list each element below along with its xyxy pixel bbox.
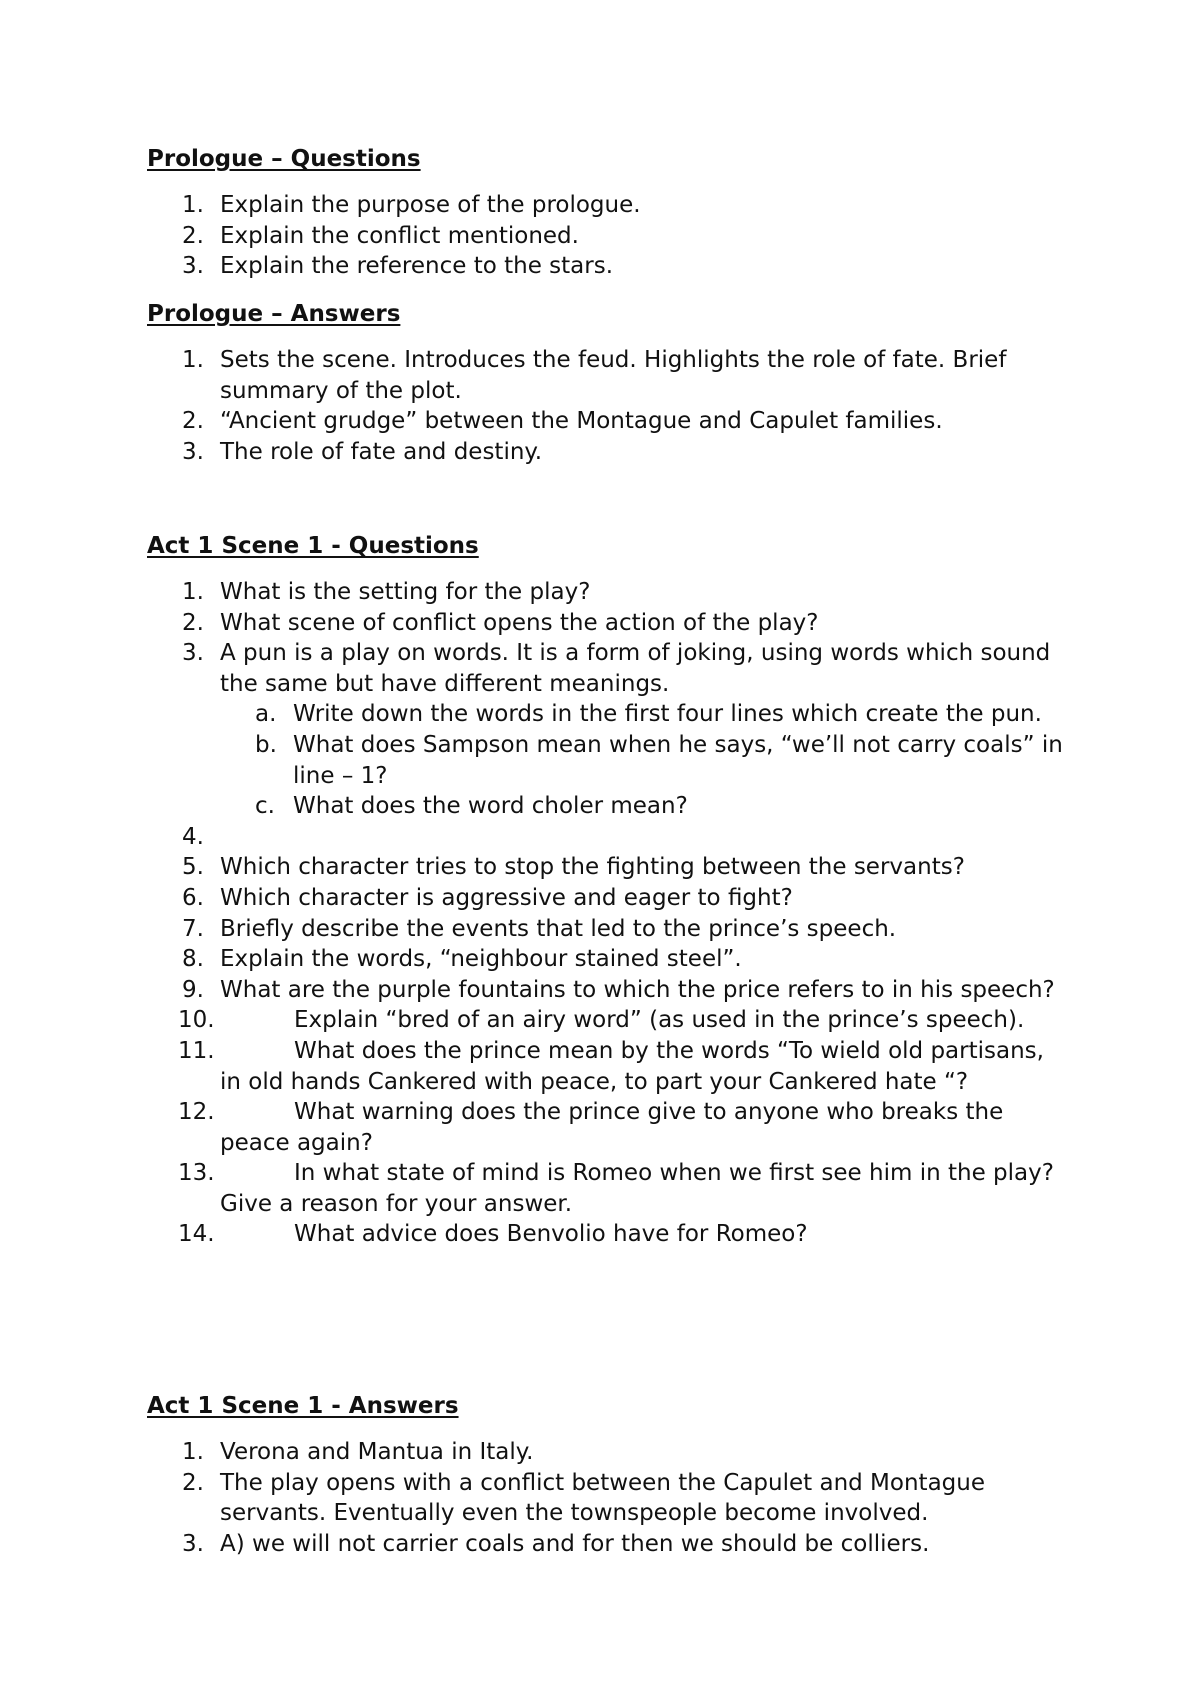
item-number: 3.: [182, 1530, 204, 1557]
item-text: Sets the scene. Introduces the feud. Highlights the role of fate. Brief summary of the plot.: [220, 347, 1007, 404]
item-number: 1.: [182, 347, 204, 373]
item-number: 6.: [182, 884, 204, 911]
list-item: [0, 1468, 1200, 1529]
item-number: 14.: [178, 1221, 215, 1248]
item-text: What advice does Benvolio have for Romeo?: [294, 1221, 808, 1248]
list-item: [0, 1097, 1200, 1158]
sub-list-item: [0, 730, 1200, 791]
item-text: What does the prince mean by the words “To wield old partisans, in old hands Cankered with peace, to part your Cankered hate “?: [220, 1037, 1044, 1095]
item-number: 13.: [178, 1160, 215, 1187]
item-number: 4.: [182, 823, 204, 850]
item-text: Which character is aggressive and eager to fight?: [220, 884, 793, 911]
act1-scene1-answers-heading: Act 1 Scene 1 - Answers: [147, 1393, 459, 1419]
act1-scene1-answers-list: [0, 1437, 1200, 1559]
list-item: [0, 975, 1200, 1006]
list-item: [0, 1005, 1200, 1036]
item-number: 1.: [182, 579, 204, 605]
item-text: Verona and Mantua in Italy.: [220, 1439, 534, 1465]
list-item: [0, 1036, 1200, 1097]
list-item: [0, 914, 1200, 945]
item-number: 3.: [182, 438, 204, 465]
prologue-questions-list: [0, 190, 1200, 282]
item-text: What warning does the prince give to anyone who breaks the peace again?: [220, 1099, 1004, 1156]
item-letter: a.: [255, 701, 277, 728]
sub-list-item: [0, 699, 1200, 730]
item-text: Explain the purpose of the prologue.: [220, 192, 641, 218]
item-text: Explain the conflict mentioned.: [220, 222, 579, 249]
item-number: 11.: [178, 1037, 215, 1064]
list-item: [0, 251, 1200, 282]
item-text: Briefly describe the events that led to the prince’s speech.: [220, 915, 897, 942]
item-number: 5.: [182, 854, 204, 881]
item-text: The play opens with a conflict between the Capulet and Montague servants. Eventually even the townspeople become involved.: [220, 1469, 985, 1527]
item-text: What scene of conflict opens the action of the play?: [220, 609, 819, 636]
item-number: 9.: [182, 976, 204, 1003]
list-item: [0, 221, 1200, 252]
act1-scene1-questions-heading: Act 1 Scene 1 - Questions: [147, 533, 479, 559]
item-text: What are the purple fountains to which the price refers to in his speech?: [220, 976, 1055, 1003]
item-text: “Ancient grudge” between the Montague and Capulet families.: [220, 408, 943, 435]
item-number: 2.: [182, 408, 204, 435]
prologue-answers-list: [0, 345, 1200, 467]
list-item: [0, 190, 1200, 221]
list-item: [0, 577, 1200, 608]
item-number: 8.: [182, 946, 204, 973]
item-text: What does the word choler mean?: [293, 793, 688, 820]
list-item: [0, 1219, 1200, 1250]
item-number: 2.: [182, 222, 204, 249]
item-text: Explain the reference to the stars.: [220, 253, 613, 280]
list-item: [0, 608, 1200, 639]
item-text: What does Sampson mean when he says, “we’ll not carry coals” in line – 1?: [293, 731, 1063, 789]
item-text: [220, 822, 1070, 853]
item-text: In what state of mind is Romeo when we first see him in the play? Give a reason for your answer.: [220, 1160, 1054, 1217]
item-text: A pun is a play on words. It is a form of joking, using words which sound the same but have different meanings.: [220, 640, 1051, 697]
list-item: [0, 852, 1200, 883]
prologue-questions-heading: Prologue – Questions: [147, 146, 421, 172]
item-number: 2.: [182, 609, 204, 636]
item-number: 7.: [182, 915, 204, 942]
item-letter: b.: [255, 731, 277, 758]
act1-scene1-questions-list: [0, 577, 1200, 1250]
item-text: The role of fate and destiny.: [220, 438, 543, 465]
item-letter: c.: [255, 793, 275, 820]
item-text: A) we will not carrier coals and for then we should be colliers.: [220, 1530, 930, 1557]
item-number: 3.: [182, 253, 204, 280]
item-text: Which character tries to stop the fighting between the servants?: [220, 854, 965, 881]
list-item: [0, 944, 1200, 975]
list-item: [0, 883, 1200, 914]
item-text: Explain the words, “neighbour stained steel”.: [220, 946, 742, 973]
list-item: [0, 1529, 1200, 1560]
sub-list-item: [0, 791, 1200, 822]
item-text: What is the setting for the play?: [220, 579, 591, 605]
item-text: Write down the words in the first four lines which create the pun.: [293, 701, 1042, 728]
item-number: 12.: [178, 1099, 215, 1126]
item-number: 1.: [182, 1439, 204, 1465]
list-item: [0, 1158, 1200, 1219]
list-item: [0, 437, 1200, 468]
prologue-answers-heading: Prologue – Answers: [147, 301, 401, 327]
list-item: [0, 406, 1200, 437]
list-item: [0, 1437, 1200, 1468]
item-number: 3.: [182, 640, 204, 667]
list-item: [0, 638, 1200, 699]
list-item: [0, 822, 1200, 853]
item-number: 1.: [182, 192, 204, 218]
item-number: 2.: [182, 1469, 204, 1496]
list-item: [0, 345, 1200, 406]
item-number: 10.: [178, 1007, 215, 1034]
item-text: Explain “bred of an airy word” (as used in the prince’s speech).: [294, 1007, 1025, 1034]
